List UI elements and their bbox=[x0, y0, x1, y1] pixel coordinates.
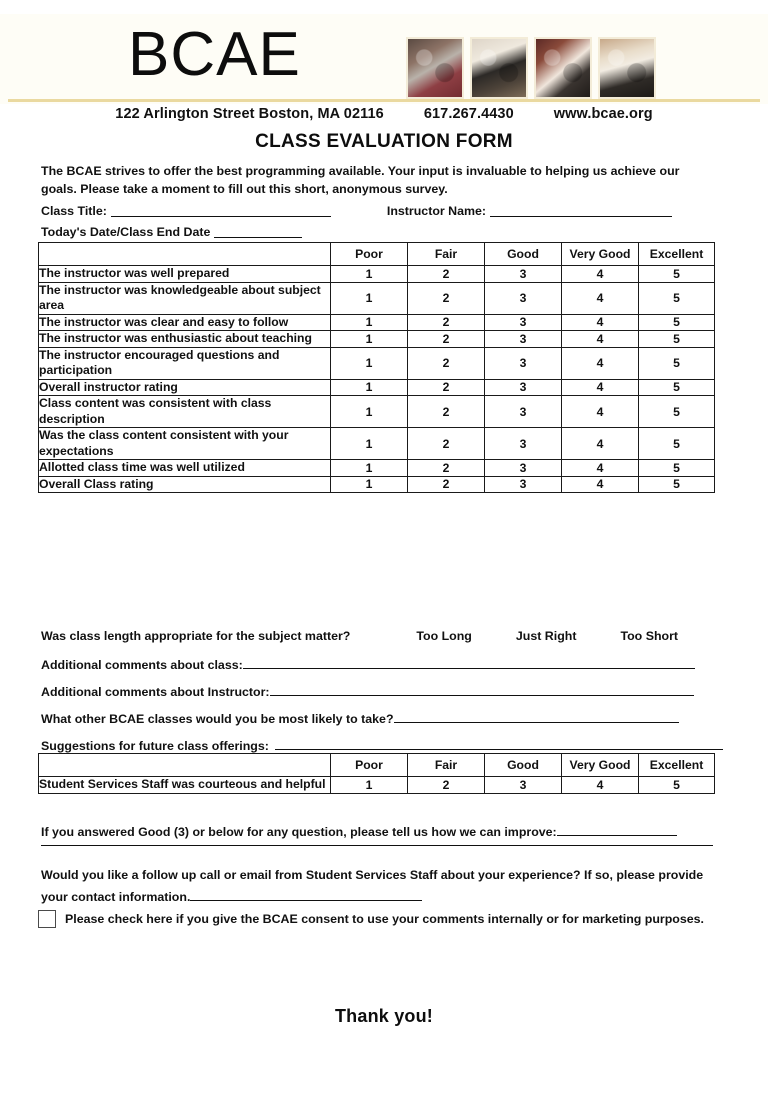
rating-score-10-3[interactable]: 3 bbox=[485, 476, 562, 493]
table-row bbox=[39, 460, 715, 477]
staff-col-good: Good bbox=[485, 754, 562, 777]
intro-paragraph: The BCAE strives to offer the best programming available. Your input is invaluable to helping us achieve our goals. Please take a moment to fill out this short, anonymous survey. bbox=[41, 164, 680, 196]
street-address: 122 Arlington Street Boston, MA 02116 bbox=[115, 106, 384, 122]
rating-score-9-3[interactable]: 3 bbox=[485, 460, 562, 477]
option-too-long[interactable]: Too Long bbox=[416, 629, 472, 643]
rating-score-2-2[interactable]: 2 bbox=[408, 282, 485, 314]
staff-col-question bbox=[39, 754, 331, 777]
rating-question-4: The instructor was enthusiastic about teaching bbox=[39, 331, 331, 348]
staff-question-1: Student Services Staff was courteous and helpful bbox=[39, 777, 331, 794]
header-photo-strip bbox=[406, 37, 656, 99]
staff-col-fair: Fair bbox=[408, 754, 485, 777]
photo-thumbnail-class bbox=[534, 37, 592, 99]
rating-question-1: The instructor was well prepared bbox=[39, 266, 331, 283]
rating-score-9-4[interactable]: 4 bbox=[562, 460, 639, 477]
photo-thumbnail-dance bbox=[598, 37, 656, 99]
followup-contact-input[interactable] bbox=[190, 888, 422, 901]
staff-score-1-2[interactable]: 2 bbox=[408, 777, 485, 794]
rating-col-excellent: Excellent bbox=[639, 243, 715, 266]
rating-score-5-1[interactable]: 1 bbox=[331, 347, 408, 379]
rating-question-7: Class content was consistent with class description bbox=[39, 396, 331, 428]
rating-score-5-4[interactable]: 4 bbox=[562, 347, 639, 379]
rating-score-2-1[interactable]: 1 bbox=[331, 282, 408, 314]
rating-score-10-4[interactable]: 4 bbox=[562, 476, 639, 493]
rating-question-8: Was the class content consistent with your expectations bbox=[39, 428, 331, 460]
rating-score-8-4[interactable]: 4 bbox=[562, 428, 639, 460]
rating-table-staff bbox=[38, 753, 715, 794]
bcae-logo: BCAE bbox=[128, 20, 301, 89]
instructor-name-label: Instructor Name: bbox=[386, 204, 487, 218]
table-row bbox=[39, 396, 715, 428]
table-row bbox=[39, 428, 715, 460]
rating-score-7-2[interactable]: 2 bbox=[408, 396, 485, 428]
header-gold-divider bbox=[8, 99, 760, 102]
staff-score-1-4[interactable]: 4 bbox=[562, 777, 639, 794]
consent-checkbox[interactable] bbox=[38, 910, 56, 928]
other-classes-row bbox=[41, 710, 679, 726]
rating-score-7-3[interactable]: 3 bbox=[485, 396, 562, 428]
rating-col-question bbox=[39, 243, 331, 266]
suggestions-label: Suggestions for future class offerings: bbox=[41, 739, 269, 753]
rating-score-6-2[interactable]: 2 bbox=[408, 379, 485, 396]
rating-score-1-4[interactable]: 4 bbox=[562, 266, 639, 283]
date-input[interactable] bbox=[214, 224, 302, 238]
rating-score-9-5[interactable]: 5 bbox=[639, 460, 715, 477]
consent-label: Please check here if you give the BCAE consent to use your comments internally or for marketing purposes. bbox=[65, 912, 704, 926]
suggestions-row bbox=[41, 737, 723, 753]
rating-question-10: Overall Class rating bbox=[39, 476, 331, 493]
rating-score-10-5[interactable]: 5 bbox=[639, 476, 715, 493]
class-length-question-row bbox=[41, 629, 678, 643]
rating-table-header-row bbox=[39, 243, 715, 266]
comments-instructor-row bbox=[41, 683, 694, 699]
table-row bbox=[39, 777, 715, 794]
rating-score-3-2[interactable]: 2 bbox=[408, 314, 485, 331]
staff-col-poor: Poor bbox=[331, 754, 408, 777]
improve-label: If you answered Good (3) or below for any question, please tell us how we can improve: bbox=[41, 825, 557, 839]
rating-score-8-2[interactable]: 2 bbox=[408, 428, 485, 460]
rating-score-1-5[interactable]: 5 bbox=[639, 266, 715, 283]
phone-number: 617.267.4430 bbox=[423, 106, 514, 122]
thank-you-footer: Thank you! bbox=[334, 1006, 433, 1026]
rating-score-1-2[interactable]: 2 bbox=[408, 266, 485, 283]
table-row bbox=[39, 476, 715, 493]
rating-score-4-3[interactable]: 3 bbox=[485, 331, 562, 348]
rating-score-3-1[interactable]: 1 bbox=[331, 314, 408, 331]
option-too-short[interactable]: Too Short bbox=[620, 629, 679, 643]
rating-question-2: The instructor was knowledgeable about subject area bbox=[39, 282, 331, 314]
rating-score-8-1[interactable]: 1 bbox=[331, 428, 408, 460]
followup-row bbox=[41, 864, 713, 908]
other-classes-input[interactable] bbox=[394, 710, 679, 723]
instructor-name-input[interactable] bbox=[490, 203, 672, 217]
comments-instructor-label: Additional comments about Instructor: bbox=[41, 685, 270, 699]
rating-score-6-5[interactable]: 5 bbox=[639, 379, 715, 396]
table-row bbox=[39, 266, 715, 283]
staff-score-1-5[interactable]: 5 bbox=[639, 777, 715, 794]
staff-col-very-good: Very Good bbox=[562, 754, 639, 777]
consent-row[interactable] bbox=[38, 910, 704, 928]
other-classes-label: What other BCAE classes would you be most likely to take? bbox=[41, 712, 394, 726]
rating-score-2-5[interactable]: 5 bbox=[639, 282, 715, 314]
rating-score-8-3[interactable]: 3 bbox=[485, 428, 562, 460]
rating-score-4-1[interactable]: 1 bbox=[331, 331, 408, 348]
rating-score-5-5[interactable]: 5 bbox=[639, 347, 715, 379]
rating-score-10-1[interactable]: 1 bbox=[331, 476, 408, 493]
class-length-question: Was class length appropriate for the subject matter? bbox=[41, 629, 351, 643]
rating-question-3: The instructor was clear and easy to follow bbox=[39, 314, 331, 331]
rating-score-8-5[interactable]: 5 bbox=[639, 428, 715, 460]
date-label: Today's Date/Class End Date bbox=[41, 225, 211, 239]
rating-score-10-2[interactable]: 2 bbox=[408, 476, 485, 493]
suggestions-input[interactable] bbox=[275, 737, 723, 750]
rating-score-7-4[interactable]: 4 bbox=[562, 396, 639, 428]
class-title-row bbox=[41, 203, 713, 218]
rating-score-7-5[interactable]: 5 bbox=[639, 396, 715, 428]
followup-text: Would you like a follow up call or email from Student Services Staff about your experience? If so, please provide your contact information. bbox=[41, 868, 704, 904]
rating-score-9-1[interactable]: 1 bbox=[331, 460, 408, 477]
photo-thumbnail-workshop bbox=[406, 37, 464, 99]
table-row bbox=[39, 379, 715, 396]
rating-question-5: The instructor encouraged questions and participation bbox=[39, 347, 331, 379]
rating-score-4-4[interactable]: 4 bbox=[562, 331, 639, 348]
rating-score-1-1[interactable]: 1 bbox=[331, 266, 408, 283]
table-row bbox=[39, 314, 715, 331]
rating-score-6-1[interactable]: 1 bbox=[331, 379, 408, 396]
date-row bbox=[41, 224, 441, 239]
rating-score-3-4[interactable]: 4 bbox=[562, 314, 639, 331]
rating-question-6: Overall instructor rating bbox=[39, 379, 331, 396]
table-row bbox=[39, 347, 715, 379]
table-row bbox=[39, 331, 715, 348]
comments-instructor-input[interactable] bbox=[270, 683, 694, 696]
comments-class-row bbox=[41, 656, 695, 672]
staff-table-header-row bbox=[39, 754, 715, 777]
rating-score-7-1[interactable]: 1 bbox=[331, 396, 408, 428]
rating-score-6-4[interactable]: 4 bbox=[562, 379, 639, 396]
rating-score-6-3[interactable]: 3 bbox=[485, 379, 562, 396]
staff-score-1-3[interactable]: 3 bbox=[485, 777, 562, 794]
rating-score-9-2[interactable]: 2 bbox=[408, 460, 485, 477]
rating-col-fair: Fair bbox=[408, 243, 485, 266]
improve-input[interactable] bbox=[557, 823, 677, 836]
rating-col-good: Good bbox=[485, 243, 562, 266]
option-just-right[interactable]: Just Right bbox=[515, 629, 577, 643]
rating-col-very-good: Very Good bbox=[562, 243, 639, 266]
rating-score-5-2[interactable]: 2 bbox=[408, 347, 485, 379]
comments-class-label: Additional comments about class: bbox=[41, 658, 243, 672]
contact-line bbox=[0, 106, 768, 122]
photo-thumbnail-cooking bbox=[470, 37, 528, 99]
rating-col-poor: Poor bbox=[331, 243, 408, 266]
rating-score-2-3[interactable]: 3 bbox=[485, 282, 562, 314]
website-url: www.bcae.org bbox=[553, 106, 653, 122]
class-title-input[interactable] bbox=[111, 203, 331, 217]
rating-score-3-5[interactable]: 5 bbox=[639, 314, 715, 331]
staff-score-1-1[interactable]: 1 bbox=[331, 777, 408, 794]
rating-score-4-5[interactable]: 5 bbox=[639, 331, 715, 348]
rating-score-3-3[interactable]: 3 bbox=[485, 314, 562, 331]
rating-score-2-4[interactable]: 4 bbox=[562, 282, 639, 314]
rating-table-main bbox=[38, 242, 715, 493]
table-row bbox=[39, 282, 715, 314]
class-title-label: Class Title: bbox=[41, 204, 107, 218]
improve-input-line-2[interactable] bbox=[41, 845, 713, 846]
rating-question-9: Allotted class time was well utilized bbox=[39, 460, 331, 477]
improve-row bbox=[41, 823, 677, 839]
rating-score-4-2[interactable]: 2 bbox=[408, 331, 485, 348]
comments-class-input[interactable] bbox=[243, 656, 695, 669]
staff-col-excellent: Excellent bbox=[639, 754, 715, 777]
rating-score-1-3[interactable]: 3 bbox=[485, 266, 562, 283]
page-title: CLASS EVALUATION FORM bbox=[255, 131, 513, 152]
rating-score-5-3[interactable]: 3 bbox=[485, 347, 562, 379]
